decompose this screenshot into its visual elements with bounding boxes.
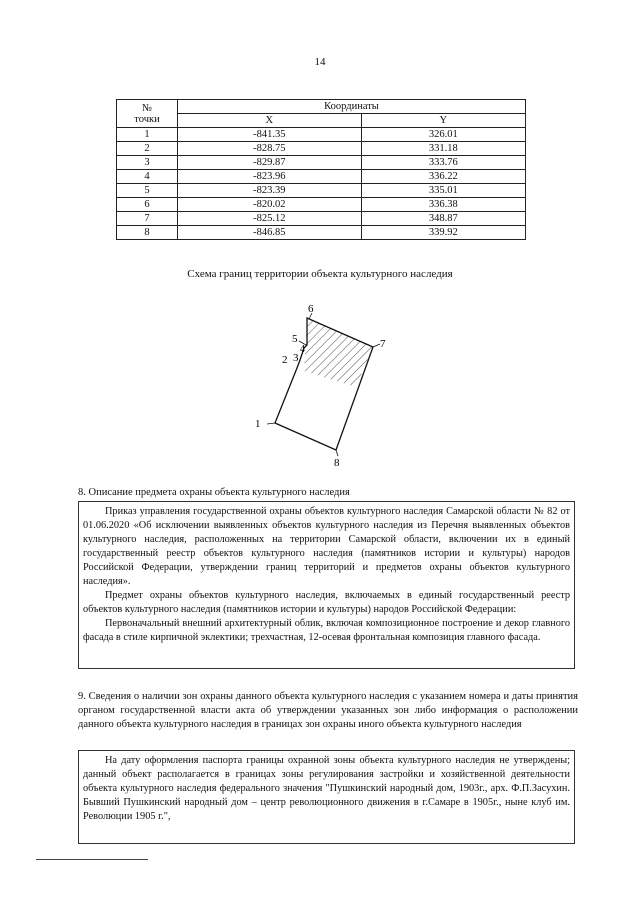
scheme-title: Схема границ территории объекта культурного наследия xyxy=(187,268,453,280)
y-header: Y xyxy=(361,114,525,128)
cell-number: 1 xyxy=(117,128,178,142)
table-row xyxy=(117,212,526,226)
cell-x: -829.87 xyxy=(178,156,362,170)
section9-heading: 9. Сведения о наличии зон охраны данного объекта культурного наследия с указанием номера и даты принятия органом государственной власти акта об утверждении указанных зон либо информация о расположении данного объекта культурного наследия в границах зон охраны иного объекта культурного наследия xyxy=(78,691,578,730)
cell-y: 348.87 xyxy=(361,212,525,226)
table-row xyxy=(117,156,526,170)
point-label-8: 8 xyxy=(334,457,340,469)
point-number-header-line1: № xyxy=(141,102,153,114)
cell-x: -823.39 xyxy=(178,184,362,198)
section8-paragraph-3: Первоначальный внешний архитектурный облик, включая композиционное построение и декор главного фасада в стиле кирпичной эклектики; трехчастная, 12-осевая фронтальная композиция главного фасада. xyxy=(83,618,570,643)
point-label-5: 5 xyxy=(292,333,298,345)
table-row xyxy=(117,170,526,184)
section8-box xyxy=(78,501,575,669)
table-row xyxy=(117,184,526,198)
cell-number: 6 xyxy=(117,198,178,212)
cell-number: 7 xyxy=(117,212,178,226)
cell-number: 2 xyxy=(117,142,178,156)
cell-number: 4 xyxy=(117,170,178,184)
coordinates-table xyxy=(116,99,526,240)
cell-y: 335.01 xyxy=(361,184,525,198)
table-row xyxy=(117,128,526,142)
point-label-1: 1 xyxy=(255,418,261,430)
cell-number: 3 xyxy=(117,156,178,170)
section8-paragraph-2: Предмет охраны объектов культурного наследия, включаемых в единый государственный реестр объектов культурного наследия (памятников истории и культуры) народов Российской Федерации: xyxy=(83,590,570,615)
cell-x: -846.85 xyxy=(178,226,362,240)
section8-paragraph-1: Приказ управления государственной охраны объектов культурного наследия Самарской области № 82 от 01.06.2020 «Об исключении выявленных объектов культурного наследия из Перечня выявленных объектов культурного наследия, расположенных на территории Самарской области, включении их в единый государственный реестр объектов культурного наследия (памятников истории и культуры) народов Российской Федерации, утверждении границ территорий и предметов охраны объектов культурного наследия». xyxy=(83,506,570,587)
point-label-6: 6 xyxy=(308,303,314,315)
table-row xyxy=(117,142,526,156)
leader-1 xyxy=(267,423,275,424)
cell-y: 336.22 xyxy=(361,170,525,184)
section8-heading: 8. Описание предмета охраны объекта культурного наследия xyxy=(78,487,350,498)
point-label-2: 2 xyxy=(282,354,288,366)
leader-7 xyxy=(373,344,380,347)
boundary-scheme xyxy=(240,300,400,475)
point-number-header xyxy=(117,100,178,128)
point-label-4: 4 xyxy=(300,344,305,355)
cell-y: 339.92 xyxy=(361,226,525,240)
page-number: 14 xyxy=(314,56,326,68)
cell-number: 5 xyxy=(117,184,178,198)
point-label-7: 7 xyxy=(380,338,386,350)
section9-box xyxy=(78,750,575,844)
cell-x: -825.12 xyxy=(178,212,362,226)
cell-x: -823.96 xyxy=(178,170,362,184)
point-number-header-line2: точки xyxy=(134,113,160,125)
section9-paragraph: На дату оформления паспорта границы охранной зоны объекта культурного наследия не утверждены; данный объект располагается в границах зоны регулирования застройки и хозяйственной деятельности объекта культурного наследия федерального значения "Пушкинский народный дом, 1903г., арх. Ф.П.Засухин. Бывший Пушкинский народный дом – центр революционного движения в г.Самаре в 1905г., ныне клуб им. Революции 1905 г.", xyxy=(83,755,570,822)
cell-y: 326.01 xyxy=(361,128,525,142)
cell-number: 8 xyxy=(117,226,178,240)
cell-x: -828.75 xyxy=(178,142,362,156)
table-row xyxy=(117,198,526,212)
cell-x: -820.02 xyxy=(178,198,362,212)
point-label-3: 3 xyxy=(293,352,299,364)
coordinates-header: Координаты xyxy=(178,100,526,114)
footnote-separator xyxy=(36,859,148,860)
cell-y: 331.18 xyxy=(361,142,525,156)
cell-y: 333.76 xyxy=(361,156,525,170)
table-row xyxy=(117,226,526,240)
cell-y: 336.38 xyxy=(361,198,525,212)
leader-8 xyxy=(336,450,338,456)
cell-x: -841.35 xyxy=(178,128,362,142)
x-header: X xyxy=(178,114,362,128)
